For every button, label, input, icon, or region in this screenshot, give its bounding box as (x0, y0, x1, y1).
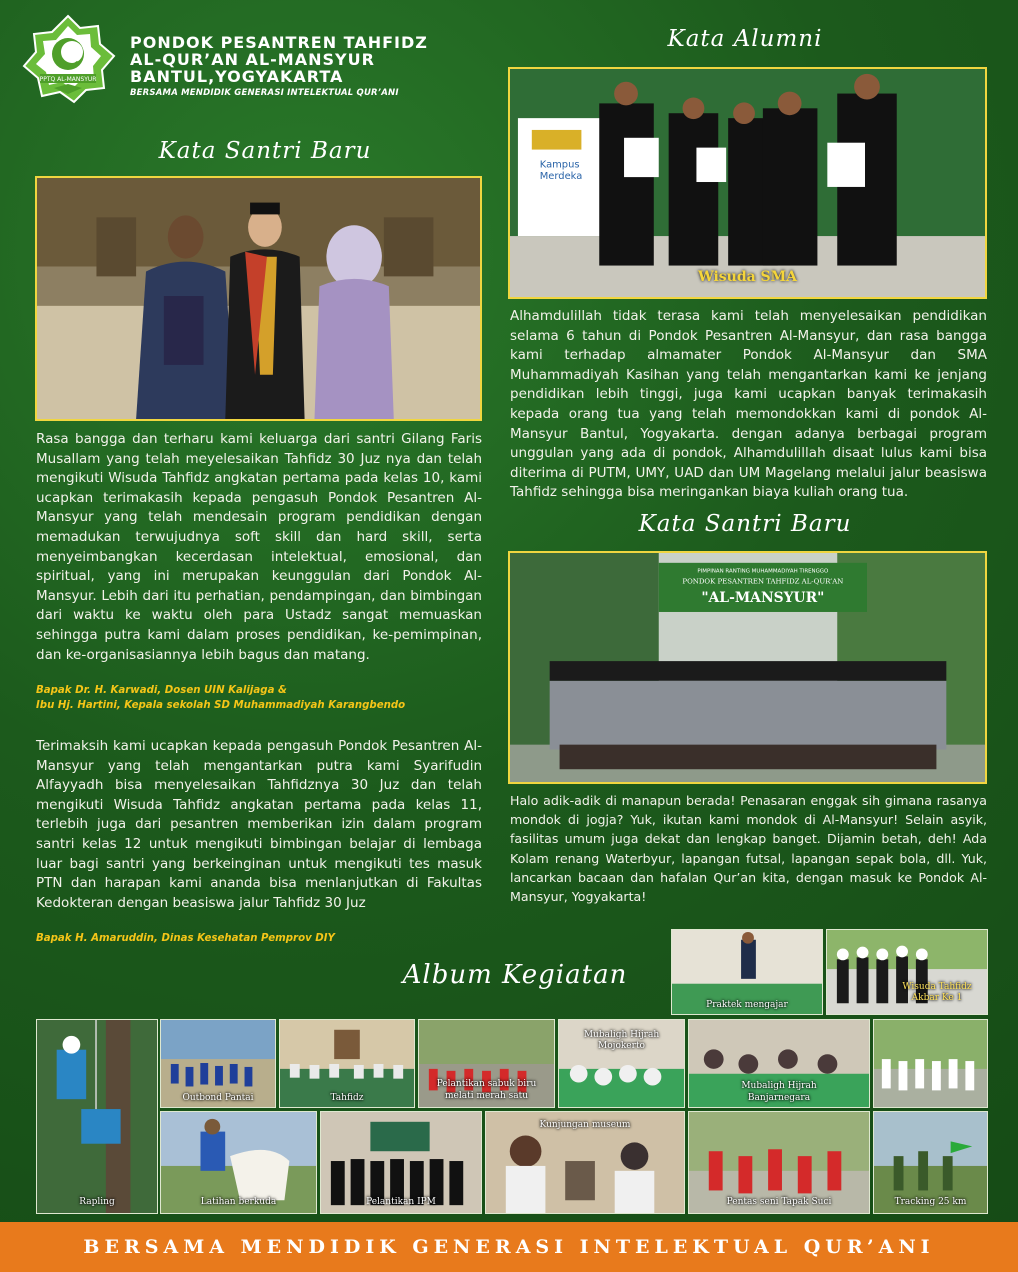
album-label-praktek: Praktek mengajar (706, 1000, 788, 1010)
album-label-berkuda: Latihan berkuda (200, 1197, 277, 1207)
album-praktek-mengajar (671, 929, 823, 1015)
album-mubaligh-banjarnegara (688, 1019, 870, 1108)
album-tapak-suci (688, 1111, 870, 1214)
album-latihan-berkuda (160, 1111, 317, 1214)
album-label-tracking: Tracking 25 km (894, 1197, 967, 1207)
album-label-outbond: Outbond Pantai (182, 1093, 254, 1103)
testimonial-para-1: Rasa bangga dan terharu kami keluarga dari santri Gilang Faris Musallam yang telah meyelesaikan Tahfidz 30 Juz nya dan telah mengikuti Wisuda Tahfidz angkatan pertama pada kelas 10, kami ucapkan terimakasih kepada pengasuh Pondok Pesantren Al-Mansyur yang telah mendesain program pendidikan dengan memadukan terwujudnya soft skill dan hard skill, serta menyeimbangkan kecerdasan intelektual, emosional, dan spiritual, yang ini merupakan keunggulan dari Pondok Al-Mansyur. Lebih dari itu perhatian, pendampingan, dan bimbingan dari waktu ke waktu oleh para Ustadz sangat memuaskan sehingga putra kami dalam proses pendidikan, ke-pemimpinan, dan ke-organisasiannya lebih bagus dan matang. (36, 431, 482, 663)
banner-big: "AL-MANSYUR" (701, 590, 825, 607)
svg-text:Kampus: Kampus (539, 159, 580, 171)
album-outbond-pantai (160, 1019, 276, 1108)
album-tracking (873, 1111, 988, 1214)
album-mubaligh-mojokerto (558, 1019, 685, 1108)
testimonial-caption-2: Bapak H. Amaruddin, Dinas Kesehatan Pemprov DIY (36, 933, 335, 944)
org-tagline: BERSAMA MENDIDIK GENERASI INTELEKTUAL QUR’ANI (130, 88, 399, 98)
album-label-mojokerto-2: Mojokerto (598, 1041, 645, 1051)
album-label-banjar-2: Banjarnegara (747, 1093, 811, 1103)
album-label-rapling: Rapling (79, 1197, 115, 1207)
album-label-sabuk-2: melati merah satu (444, 1091, 529, 1101)
banner-mid: PONDOK PESANTREN TAHFIDZ AL-QUR’AN (682, 577, 844, 586)
album-label-wisuda-2: Akbar Ke 1 (911, 993, 963, 1003)
section-title-album: Album Kegiatan (402, 960, 628, 990)
alumni-photo (508, 67, 987, 299)
album-wisuda-tahfidz (826, 929, 988, 1015)
alumni-testimonial: Alhamdulillah tidak terasa kami telah menyelesaikan pendidikan selama 6 tahun di Pondok Pesantren Al-Mansyur, dan rasa bangga kami terhadap almamater Pondok Al-Mansyur dan SMA Muhammadiyah Kasihan yang telah mengantarkan kami ke jenjang pendidikan lebih tinggi, juga kami ucapkan banyak terimakasih kepada orang tua yang telah memondokkan kami di pondok Al-Mansyur Bantul, Yogyakarta. dengan adanya berbagai program unggulan yang ada di pondok, Alhamdulillah disaat lulus kami bisa diterima di PUTM, UMY, UAD dan UM Magelang melalui jalur beasiswa Tahfidz sehingga bisa meringankan biaya kuliah orang tua. (510, 308, 987, 501)
invitation-text: Halo adik-adik di manapun berada! Penasaran enggak sih gimana rasanya mondok di jogja? Yuk, ikutan kami mondok di Al-Mansyur! Selain asyik, fasilitas umum juga dekat dan lengkap banget. Dijamin betah, deh! Ada Kolam renang Waterbyur, lapangan futsal, lapangan sepak bola, dll. Yuk, lancarkan bacaan dan hafalan Qur’an kita, dengan masuk ke Pondok Al-Mansyur, Yogyakarta! (510, 793, 987, 905)
testimonial-para-2: Terimaksih kami ucapkan kepada pengasuh Pondok Pesantren Al-Mansyur yang telah mengantarkan putra kami Syarifudin Alfayyadh bisa menyelesaikan Tahfidznya 30 Juz dan telah mengikuti Wisuda Tahfidz angkatan pertama pada kelas 11, terlebih juga dari pesantren memberikan izin dalam program santri kelas 12 untuk mengikuti bimbingan belajar di lembaga luar bagi santri yang berkeinginan untuk mengikuti tes masuk PTN dan harapan kami ananda bisa menlanjutkan di Fakultas Kedokteran dengan beasiswa jalur Tahfidz 30 Juz (36, 738, 482, 911)
album-rapling (36, 1019, 158, 1214)
alumni-photo-label: Wisuda SMA (697, 269, 798, 285)
org-name-1: PONDOK PESANTREN TAHFIDZ (130, 33, 428, 52)
album-label-mojokerto-1: Mubaligh Hijrah (583, 1030, 660, 1040)
album-parade (873, 1019, 988, 1108)
org-location: BANTUL,YOGYAKARTA (130, 67, 344, 86)
org-header (130, 34, 428, 98)
album-label-sabuk-1: Pelantikan sabuk biru (436, 1079, 537, 1089)
group-photo (508, 551, 987, 784)
album-label-wisuda: Wisuda Tahfidz (902, 982, 972, 992)
section-title-kata-santri-baru-2: Kata Santri Baru (638, 511, 852, 537)
album-pelantikan-sabuk (418, 1019, 555, 1108)
testimonial-caption-1b: Ibu Hj. Hartini, Kepala sekolah SD Muhammadiyah Karangbendo (36, 700, 406, 711)
album-label-tapak: Pentas seni Tapak Suci (726, 1197, 832, 1207)
album-kunjungan-museum (485, 1111, 685, 1214)
banner-top: PIMPINAN RANTING MUHAMMADIYAH TIRENGGO (697, 568, 829, 575)
footer-banner (0, 1222, 1018, 1272)
school-logo (20, 14, 116, 104)
testimonial-caption-1a: Bapak Dr. H. Karwadi, Dosen UIN Kalijaga & (36, 685, 287, 696)
section-title-kata-santri-baru: Kata Santri Baru (158, 138, 372, 164)
album-label-banjar-1: Mubaligh Hijrah (741, 1081, 817, 1091)
album-label-tahfidz: Tahfidz (330, 1093, 364, 1103)
album-label-museum: Kunjungan museum (539, 1120, 631, 1130)
section-title-kata-alumni: Kata Alumni (667, 26, 823, 52)
logo-text: PPTQ AL-MANSYUR (39, 76, 97, 83)
org-name-2: AL-QUR’AN AL-MANSYUR (130, 50, 375, 69)
album-tahfidz (279, 1019, 415, 1108)
svg-text:Merdeka: Merdeka (539, 171, 583, 183)
footer-slogan: BERSAMA MENDIDIK GENERASI INTELEKTUAL QUR’ANI (83, 1236, 935, 1258)
family-photo (35, 176, 482, 421)
album-label-ipm: Pelantikan IPM (366, 1197, 436, 1207)
album-pelantikan-ipm (320, 1111, 482, 1214)
